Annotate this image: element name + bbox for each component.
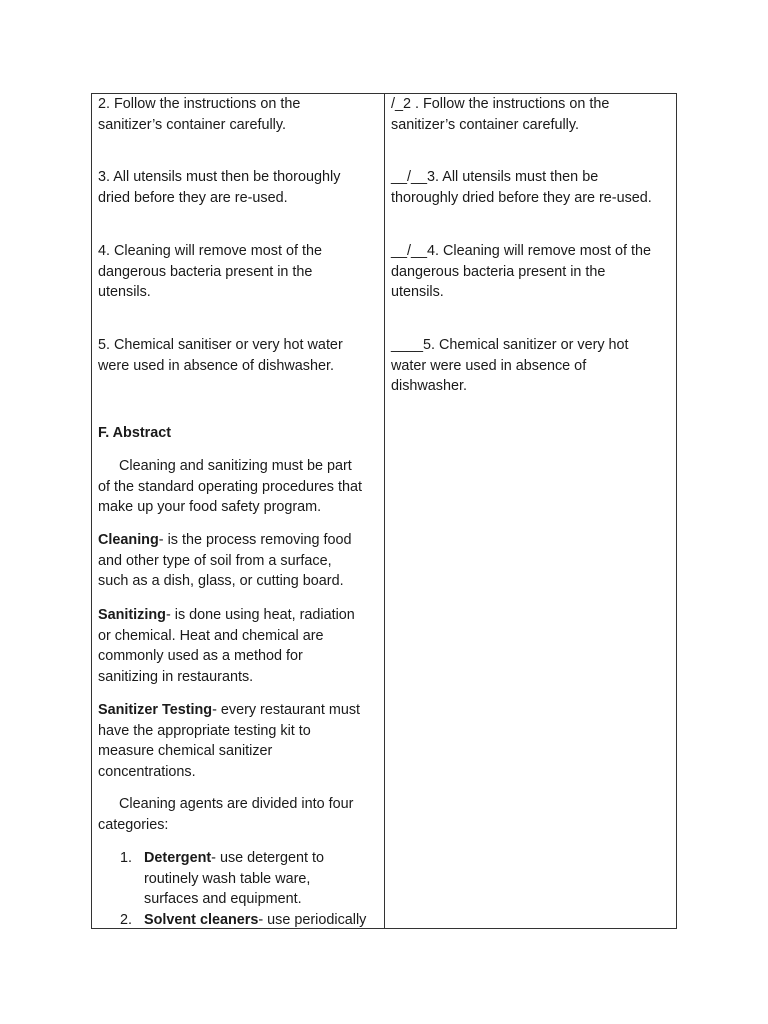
answer-4: __/__4. Cleaning will remove most of the dangerous bacteria present in the utensils.	[391, 243, 651, 301]
answer-5: ____5. Chemical sanitizer or very hot water were used in absence of dishwasher.	[391, 337, 629, 395]
list-number: 2.	[120, 912, 133, 928]
definition-sanitizing: Sanitizing- is done using heat, radiation or chemical. Heat and chemical are commonly used as a method for sanitizing in restaurants.	[98, 607, 355, 685]
list-text: Solvent cleaners- use periodically	[144, 912, 367, 928]
statement-2: 2. Follow the instructions on the sanitizer’s container carefully.	[98, 96, 301, 133]
list-text: Detergent- use detergent to routinely wash table ware, surfaces and equipment.	[144, 850, 324, 908]
document-table	[91, 93, 677, 929]
abstract-heading: F. Abstract	[98, 425, 172, 441]
term-cleaning: Cleaning	[98, 532, 159, 548]
statement-3: 3. All utensils must then be thoroughly dried before they are re-used.	[98, 169, 341, 206]
statement-4: 4. Cleaning will remove most of the dangerous bacteria present in the utensils.	[98, 243, 322, 301]
abstract-intro: Cleaning and sanitizing must be part of the standard operating procedures that make up your food safety program.	[98, 458, 363, 516]
definition-cleaning: Cleaning- is the process removing food and other type of soil from a surface, such as a dish, glass, or cutting board.	[98, 532, 352, 590]
term-sanitizing: Sanitizing	[98, 607, 166, 623]
statement-5: 5. Chemical sanitiser or very hot water were used in absence of dishwasher.	[98, 337, 343, 374]
answer-3: __/__3. All utensils must then be thoroughly dried before they are re-used.	[391, 169, 652, 206]
list-number: 1.	[120, 850, 133, 866]
answer-2: /_2 . Follow the instructions on the sanitizer’s container carefully.	[391, 96, 610, 133]
term-sanitizer-testing: Sanitizer Testing	[98, 702, 213, 718]
categories-intro: Cleaning agents are divided into four categories:	[98, 796, 354, 833]
definition-sanitizer-testing: Sanitizer Testing- every restaurant must have the appropriate testing kit to measure chemical sanitizer concentrations.	[98, 702, 361, 780]
column-divider	[384, 94, 385, 928]
